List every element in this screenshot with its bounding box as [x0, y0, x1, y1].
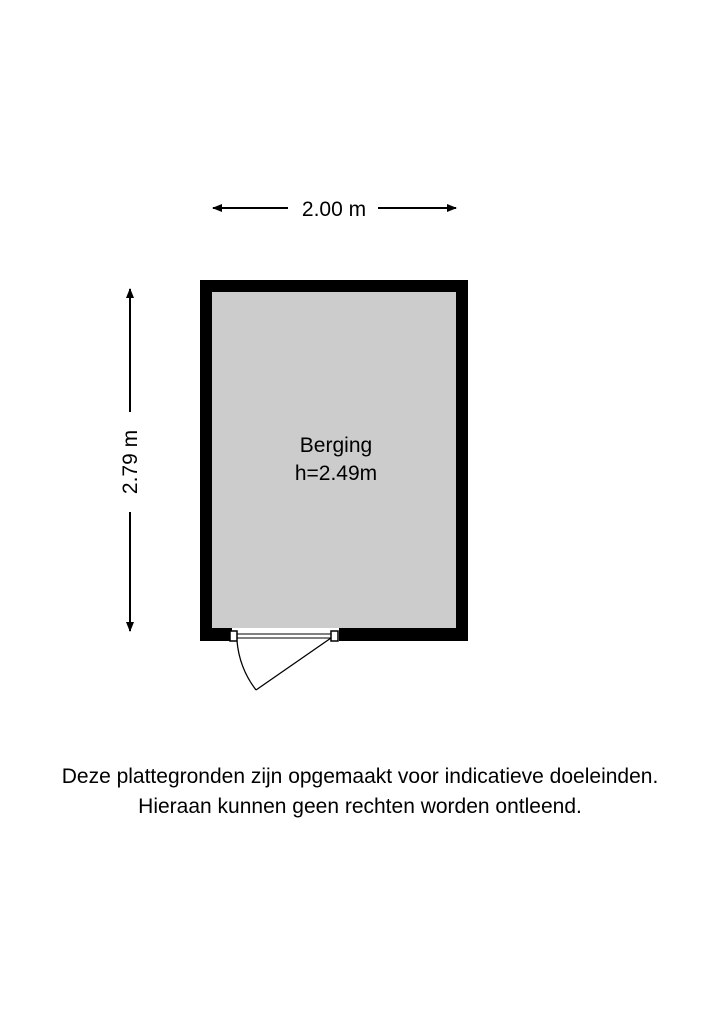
- disclaimer-line-1: Deze plattegronden zijn opgemaakt voor indicatieve doeleinden.: [61, 765, 659, 788]
- room-floor: [212, 292, 456, 628]
- door-leaf: [256, 638, 331, 690]
- width-dimension-label: 2.00 m: [301, 198, 367, 221]
- room-berging: [200, 280, 468, 690]
- depth-dimension: [119, 289, 142, 631]
- disclaimer: [0, 762, 720, 822]
- disclaimer-line-2: Hieraan kunnen geen rechten worden ontleend.: [138, 795, 582, 818]
- room-name-label: Berging: [299, 434, 373, 457]
- door-swing-arc: [237, 641, 256, 690]
- door-jamb-right: [331, 631, 338, 641]
- width-dimension: [213, 198, 456, 221]
- depth-dimension-label: 2.79 m: [119, 429, 142, 495]
- room-height-label: h=2.49m: [294, 462, 378, 485]
- door-jamb-left: [230, 631, 237, 641]
